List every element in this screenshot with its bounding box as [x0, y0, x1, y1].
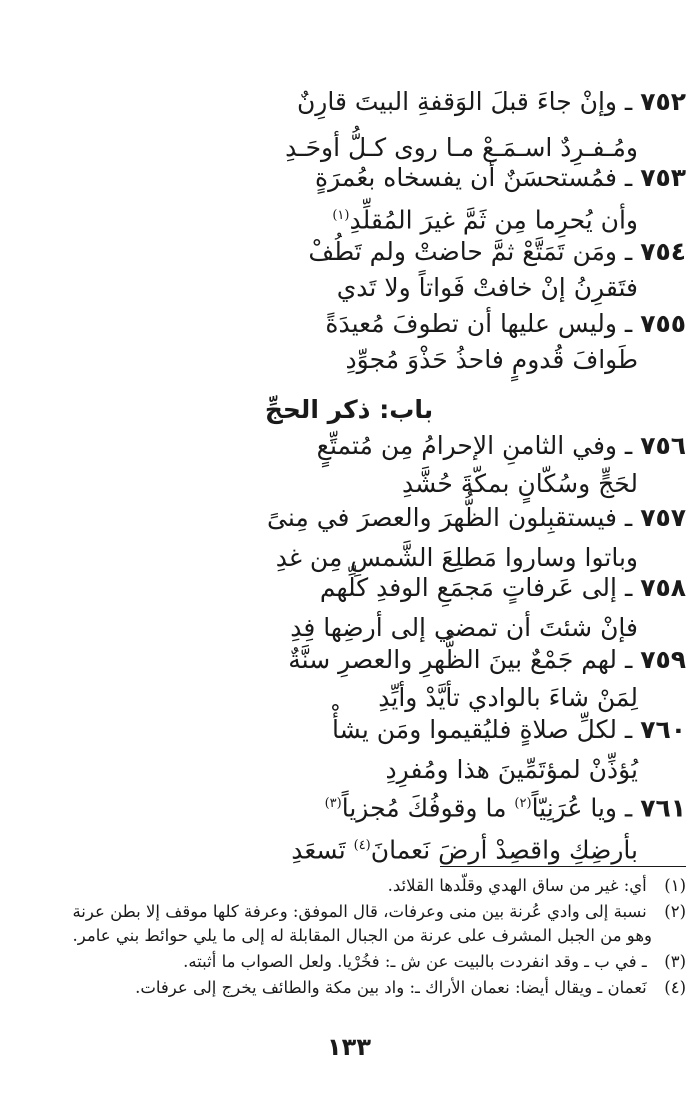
verse-754-second: فتَقرِنُ إنْ خافتْ فَواتاً ولا تَدي [336, 273, 638, 302]
verse-761-second: بأرضِكِ واقصِدْ أرضَ نَعمانَ$^{(٤)}$ تَسعَدِ [291, 835, 638, 865]
verse-752-second: ومُـفـرِدٌ اسـمَـعْ مـا روى كـلُّ أوحَـدِ [285, 133, 638, 162]
page-number: ١٣٣ [327, 1033, 371, 1061]
verse-760-second: يُؤذِّنْ لمؤتَمِّينَ هذا ومُفرِدِ [385, 755, 638, 784]
verse-756-second: لحَجٍّ وسُكّانٍ بمكّةَ حُشَّدِ [401, 469, 638, 498]
footnote-4: (٤) نَعمان ـ ويقال أيضا: نعمان الأراك ـ: واد بين مكة والطائف يخرج إلى عرفات. [135, 978, 686, 997]
verse-756-first: ٧٥٦ ـ وفي الثامنِ الإحرامُ مِن مُتمتِّعٍ [316, 431, 686, 460]
verse-760-first: ٧٦٠ ـ لكلِّ صلاةٍ فليُقيموا ومَن يشأْ [331, 715, 686, 744]
verse-752-first: ٧٥٢ ـ وإنْ جاءَ قبلَ الوَقفةِ البيتَ قارِنٌ [296, 87, 686, 116]
verse-757-first: ٧٥٧ ـ فيستقبِلون الظُّهرَ والعصرَ في مِنىً [267, 503, 686, 532]
verse-758-first: ٧٥٨ ـ إلى عَرفاتٍ مَجمَعِ الوفدِ كلِّهم [319, 573, 686, 602]
verse-759-second: لِمَنْ شاءَ بالوادي تأيَّدْ وأيِّدِ [378, 683, 638, 712]
footnote-ref-1: (١) [332, 208, 350, 223]
footnote-divider [440, 866, 686, 867]
verse-757-second: وباتوا وساروا مَطلِعَ الشَّمسِ مِن غدِ [275, 543, 638, 572]
verse-755-first: ٧٥٥ ـ وليس عليها أن تطوفَ مُعيدَةً [325, 309, 686, 338]
verse-759-first: ٧٥٩ ـ لهم جَمْعٌ بينَ الظُّهرِ والعصرِ سنَّةٌ [288, 645, 686, 674]
verse-753-second: وأن يُحرِما مِن ثَمَّ غيرَ المُقلِّدِ$^{(١)}$ [332, 205, 638, 235]
verse-758-second: فإنْ شئتَ أن تمضي إلى أرضِها فِدِ [290, 613, 638, 642]
verse-761-first: ٧٦١ ـ ويا عُرَنِيّاً$^{(٢)}$ ما وقوفُكَ مُجزياً$^{(٣)}$ [324, 793, 686, 823]
footnote-1: (١) أي: غير من ساق الهدي وقلّدها القلائد. [387, 876, 686, 895]
section-heading: باب: ذكر الحجِّ [264, 395, 434, 424]
verse-753-first: ٧٥٣ ـ فمُستحسَنٌ أن يفسخاه بعُمرَةٍ [315, 163, 686, 192]
footnote-ref-3: (٣) [324, 796, 342, 811]
footnote-3: (٣) ـ في ب ـ وقد انفردت بالبيت عن ش ـ: فخُرْيا. ولعل الصواب ما أثبته. [183, 952, 686, 971]
footnote-2: (٢) نسبة إلى وادي عُرنة بين منى وعرفات، قال الموفق: وعرفة كلها موقف إلا بطن عرنة [72, 902, 686, 921]
footnote-2-continued: وهو من الجبل المشرف على عرنة من الجبال المقابلة له إلى ما يلي حوائط بني عامر. [72, 926, 652, 945]
verse-755-second: طَوافَ قُدومٍ فاحذُ حَذْوَ مُجوِّدِ [345, 345, 638, 374]
footnote-ref-2: (٢) [514, 796, 532, 811]
footnote-ref-4: (٤) [353, 838, 371, 853]
verse-754-first: ٧٥٤ ـ ومَن تَمَتَّعْ ثمَّ حاضتْ ولم تَطُفْ [308, 237, 686, 266]
